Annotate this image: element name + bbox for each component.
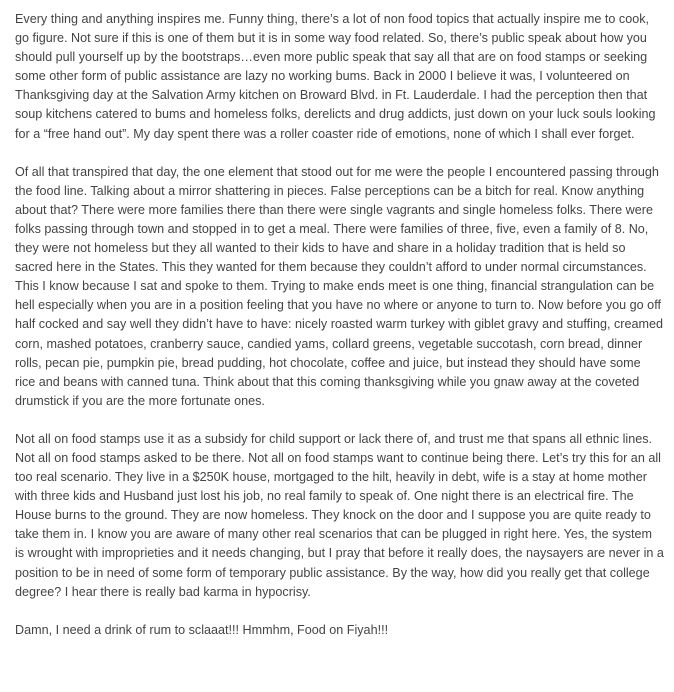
paragraph-closing: Damn, I need a drink of rum to sclaaat!!! Hmmhm, Food on Fiyah!!! [15, 622, 389, 637]
paragraph-food-line: Of all that transpired that day, the one element that stood out for me were the people I encountered passing through the food line. Talking about a mirror shattering in pieces. False perceptions can be a bitch for real. Know anything about that? There were more families there than there were single vagrants and single homeless folks. There were folks passing through town and stopped in to get a meal. There were families of three, five, even a family of 8. No, they were not homeless but they all wanted to their kids to have and share in a holiday tradition that is held so sacred here in the States. This they wanted for them because they couldn’t afford to under normal circumstances. This I know because I sat and spoke to them. Trying to make ends meet is one thing, financial strangulation can be hell especially when you are in a position feeling that you have no where or anyone to turn to. Now before you go off half cocked and say well they didn’t have to have: nicely roasted warm turkey with giblet gravy and stuffing, creamed corn, mashed potatoes, cranberry sauce, candied yams, collard greens, vegetable succotash, corn bread, dinner rolls, pecan pie, pumpkin pie, bread pudding, hot chocolate, coffee and juice, but instead they should have some rice and beans with canned tuna. Think about that this coming thanksgiving while you gnaw away at the coveted drumstick if you are the more fortunate ones. [15, 164, 663, 408]
paragraph-volunteering-story: Every thing and anything inspires me. Funny thing, there’s a lot of non food topics that actually inspire me to cook, go figure. Not sure if this is one of them but it is in some way food related. So, there’s public speak about how you should pull yourself up by the bootstraps…even more public speak that say all that are on food stamps or seeking some other form of public assistance are lazy no working bums. Back in 2000 I believe it was, I volunteered on Thanksgiving day at the Salvation Army kitchen on Broward Blvd. in Ft. Lauderdale. I had the perception then that soup kitchens catered to bums and homeless folks, derelicts and drug addicts, just down on your luck souls looking for a “free hand out”. My day spent there was a roller coaster ride of emotions, none of which I shall ever forget. [15, 12, 656, 141]
paragraph-food-stamps: Not all on food stamps use it as a subsidy for child support or lack there of, and trust me that spans all ethnic lines. Not all on food stamps asked to be there. Not all on food stamps want to continue being there. Let’s try this for an all too real scenario. They live in a $250K house, mortgaged to the hilt, heavily in debt, wife is a stay at home mother with three kids and Husband just lost his job, no real family to speak of. One night there is an electrical fire. The House burns to the ground. They are now homeless. They knock on the door and I suppose you are quite ready to take them in. I know you are aware of many other real scenarios that can be plugged in right here. Yes, the system is wrought with improprieties and it needs changing, but I pray that before it really does, the naysayers are never in a position to be in need of some form of temporary public assistance. By the way, how did you really get that college degree? I hear there is really bad karma in hypocrisy. [15, 431, 664, 599]
